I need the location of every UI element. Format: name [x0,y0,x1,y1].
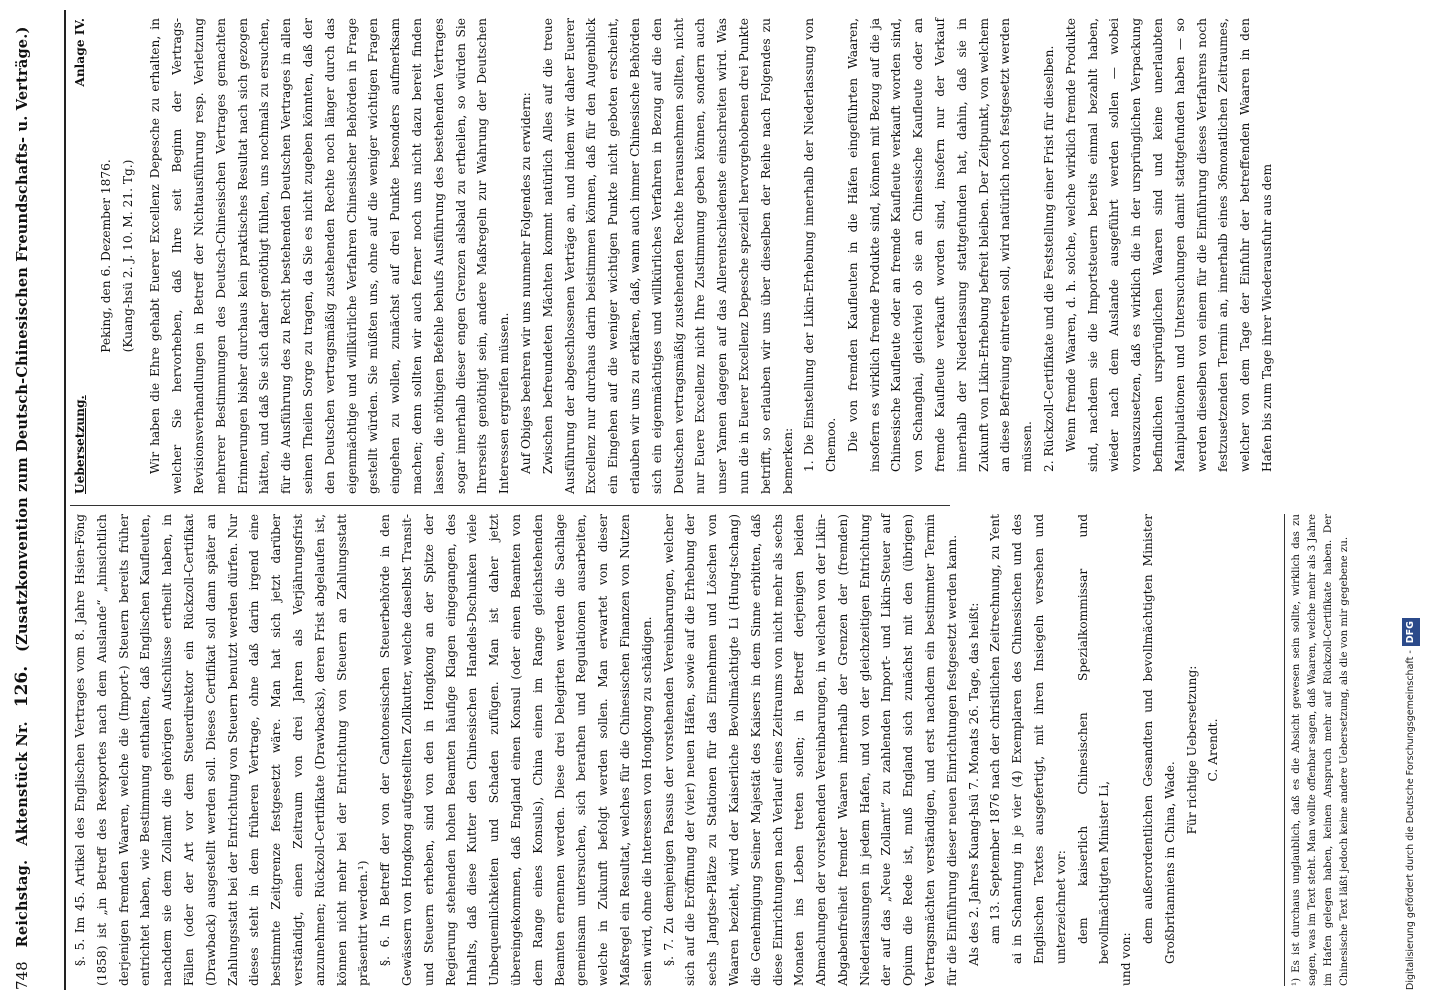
running-title: (Zusatzkonvention zum Deutsch-Chinesischen Freundschafts- u. Verträge.) [14,26,31,652]
page-header [12,10,66,990]
dateline-chinese: (Kuang-hsü 2. J. 10. M. 21. Tg.) [120,159,135,353]
paragraph-s6: §. 6. In Betreff der von der Cantonesischen Steuerbehörde in den Gewässern von Hongkong aufgestellten Zollkutter, welche daselbst Transit- und Steuern erheben, sind von den in Hongkong an der Spitze der Regierung stehenden hohen Beamten häufige Klagen eingegangen, des Inhalts, daß diese Kutter den Chinesischen Handels-Dschunken viele Unbequemlichkeiten und Schaden zufügen. Man ist daher jetzt übereingekommen, daß England einen Konsul (oder einen Beamten von dem Range eines Konsuls), China einen im Range gleichstehenden Beamten ernennen werden. Diese drei Delegirten werden die Sachlage gemeinsam untersuchen, sich berathen und Regulationen ausarbeiten, welche in Zukunft befolgt werden sollen. Man erwartet von dieser Maßregel ein Resultat, welches für die Chinesischen Finanzen von Nutzen sein wird, ohne die Interessen von Hongkong zu schädigen. [378,514,654,986]
paragraph-signatory-li: dem kaiserlich Chinesischen Spezialkommissar und bevollmächtigten Minister Li, [1075,514,1112,964]
digitization-margin [1390,0,1432,1000]
paragraph-signatory-wade: dem außerordentlichen Gesandten und bevollmächtigten Minister Großbritanniens in China, Wade. [1141,514,1177,964]
right-column [70,18,1275,494]
dateline: Peking, den 6. Dezember 1876. [98,159,113,353]
footnote: ¹) Es ist durchaus unglaublich, daß es die Absicht gewesen sein sollte, wirklich das zu sagen, was im Text steht. Man wollte offenbar sagen, daß Waaren, welche mehr als 3 Jahre im Hafen gelegen haben, keinen Anspruch mehr auf Rückzoll-Certifikate haben. Der Chinesische Text läßt jedoch keine andere Uebersetzung, als die von mir gegebene zu. [1284,514,1353,986]
page-number: 748 [13,961,31,990]
paragraph-date-intro: Als des 2. Jahres Kuang-hsü 7. Monats 26. Tage, das heißt: [966,602,981,966]
letter-paragraph: Zwischen befreundeten Mächten kommt natürlich Alles auf die treue Ausführung der abgeschlossenen Verträge an, und indem wir daher Euerer Excellenz nur durchaus darin beistimmen können, daß für den Augenblick ein Eingehen auf die weniger wichtigen Punkte nicht geboten erscheint, erlauben wir uns zu erklären, daß, wann auch immer Chinesische Behörden sich ein eigenmächtiges und willkürliches Verfahren in Bezug auf die den Deutschen vertragsmäßig zustehenden Rechte herausnehmen sollten, nicht nur Euere Excellenz nicht Ihre Zustimmung geben können, sondern auch unser Yamen dagegen auf das Allerentschiedenste einschreiten wird. Was nun die in Euerer Excellenz Depesche speziell hervorgehobenen drei Punkte betrifft, so erlauben wir uns über dieselben der Reihe nach Folgendes zu bemerken: [540,18,795,494]
letter-paragraph: Wir haben die Ehre gehabt Euerer Excellenz Depesche zu erhalten, in welcher Sie hervorheben, daß Ihre seit Beginn der Vertrags-Revisionsverhandlungen in Betreff der Nichtausführung resp. Verletzung mehrerer Bestimmungen des Deutsch-Chinesischen Vertrages gemachten Erinnerungen bisher durchaus kein praktisches Resultat nach sich gezogen hätten, und daß Sie sich daher genöthigt fühlen, uns nochmals zu ersuchen, für die Ausführung des zu Recht bestehenden Deutschen Vertrages in allen seinen Theilen Sorge zu tragen, da Sie es nicht zugeben könnten, daß der den Deutschen vertragsmäßig zustehenden Rechte noch länger durch das eigenmächtige und willkürliche Verfahren Chinesischer Behörden in Frage gestellt würden. Sie müßten uns, ohne auf die weniger wichtigen Fragen eingehen zu wollen, zunächst auf drei Punkte besonders aufmerksam machen; denn sollten wir auch ferner noch uns nicht dazu bereit finden lassen, die nöthigen Befehle behufs Ausführung des bestehenden Vertrages sogar innerhalb dieser engen Grenzen alsbald zu ertheilen, so würden Sie Ihrerseits genöthigt sein, andere Maßregeln zur Wahrung der Deutschen Interessen ergreifen müssen. [148,18,512,494]
document-number: 126. [12,665,32,708]
point-1-heading: 1. Die Einstellung der Likin-Erhebung innerhalb der Niederlassung von Chemoo. [802,18,839,472]
digitization-credit: Digitalisierung gefördert durch die Deutsche Forschungsgemeinschaft - [1405,650,1416,990]
paragraph-signing: am 13. September 1876 nach der christlichen Zeitrechnung, zu Yent ai in Schantung in je vier (4) Exemplaren des Chinesischen und des Englischen Textes ausgefertigt, mit ihren Insiegeln versehen und unterzeichnet vor: [988,514,1068,964]
column-divider [70,505,950,506]
translation-heading: Uebersetzung. [73,395,87,494]
translation-note: Für richtige Uebersetzung: [1184,665,1199,835]
left-column [70,514,1221,986]
collection-label: Aktenstück Nr. [14,721,31,846]
paragraph-and-from: und von: [1119,932,1134,986]
publication-name: Reichstag. [14,859,31,948]
point-2-body: Wenn fremde Waaren, d. h. solche, welche wirklich fremde Produkte sind, nachdem sie die Importsteuern bereits einmal bezahlt haben, wieder nach dem Auslande ausgeführt werden sollen — wobei vorauszusetzen, daß es wirklich die in der ursprünglichen Verpackung befindlichen ursprünglichen Waaren sind und keine unerlaubten Manipulationen und Untersuchungen damit stattgefunden haben — so werden dieselben von einem für die Einführung dieses Verfahrens noch festzusetzenden Termin an, innerhalb eines 36monatlichen Zeitraumes, welcher von dem Tage der Einfuhr der betreffenden Waaren in den Hafen bis zum Tage ihrer Wiederausfuhr aus dem [1063,18,1275,472]
point-2-heading: 2. Rückzoll-Certifikate und die Feststellung einer Frist für dieselben. [1042,45,1057,472]
annex-label: Anlage IV. [73,18,87,87]
dfg-logo: DFG [1402,618,1420,646]
letter-paragraph: Auf Obiges beehren wir uns nunmehr Folgendes zu erwidern: [518,92,533,474]
translator-name: C. Arendt. [1206,718,1221,782]
point-1-body: Die von fremden Kaufleuten in die Häfen eingeführten Waaren, insofern es wirklich fremde Produkte sind, können mit Bezug auf die ja Chinesische Kaufleute oder an fremde Kaufleute verkauft worden sind, von Schanghai, gleichviel ob sie an Chinesische Kaufleute oder an fremde Kaufleute verkauft worden sind, insofern nur der Verkauf innerhalb der Niederlassung stattgefunden hat, dahin, daß sie in Zukunft von Likin-Erhebung befreit bleiben. Der Zeitpunkt, von welchem an diese Befreiung eintreten soll, wird natürlich noch festgesetzt werden müssen. [845,18,1035,472]
paragraph-s7: §. 7. Zu demjenigen Passus der vorstehenden Vereinbarungen, welcher sich auf die Eröffnung der (vier) neuen Häfen, sowie auf die Erhebung der sechs Jangtse-Plätze zu Stationen für das Einnehmen und Löschen von Waaren bezieht, wird der Kaiserliche Bevollmächtigte Li (Hung-tschang) die Genehmigung Seiner Majestät des Kaisers in dem Sinne erbitten, daß diese Einrichtungen nach Verlauf eines Zeitraums von nicht mehr als sechs Monaten ins Leben treten sollen; in Betreff derjenigen beiden Abmachungen der vorstehenden Vereinbarungen, in welchen von der Likin-Abgabenfreiheit fremder Waaren innerhalb der Grenzen der (fremden) Niederlassungen in jedem Hafen, und von der gleichzeitigen Entrichtung der auf das „Neue Zollamt“ zu zahlenden Import- und Likin-Steuer auf Opium die Rede ist, muß England sich zunächst mit den (übrigen) Vertragsmächten verständigen, und erst nachdem ein bestimmter Termin für die Einführung dieser neuen Einrichtungen festgesetzt werden kann. [661,514,959,986]
digitization-note [1402,0,1432,990]
annex-heading [70,18,92,494]
paragraph-s5: §. 5. Im 45. Artikel des Englischen Vertrages vom 8. Jahre Hsien-Föng (1858) ist „in Betreff des Reexportes nach dem Auslande“ „hinsichtlich derjenigen fremden Waaren, welche die (Import-) Steuern bereits früher entrichtet haben, wie Bestimmung enthalten, daß Englischen Kaufleuten, nachdem sie dem Zollamt die gehörigen Aufschlüsse ertheilt haben, in Fällen (oder der Art vor dem Steuerdirektor ein Rückzoll-Certifikat (Drawback) ausgestellt werden soll. Dieses Certifikat soll dann später an Zahlungsstatt bei der Entrichtung von Steuern benutzt werden dürfen. Nur dieses steht in dem früheren Vertrage, ohne daß darin irgend eine bestimmte Zeitgrenze festgesetzt wäre. Man hat sich jetzt darüber verständigt, einen Zeitraum von drei Jahren als Verjährungsfrist anzunehmen; Rückzoll-Certifikate (Drawbacks), deren Frist abgelaufen ist, können nicht mehr bei der Entrichtung von Steuern an Zahlungsstatt präsentirt werden.¹) [73,514,371,986]
